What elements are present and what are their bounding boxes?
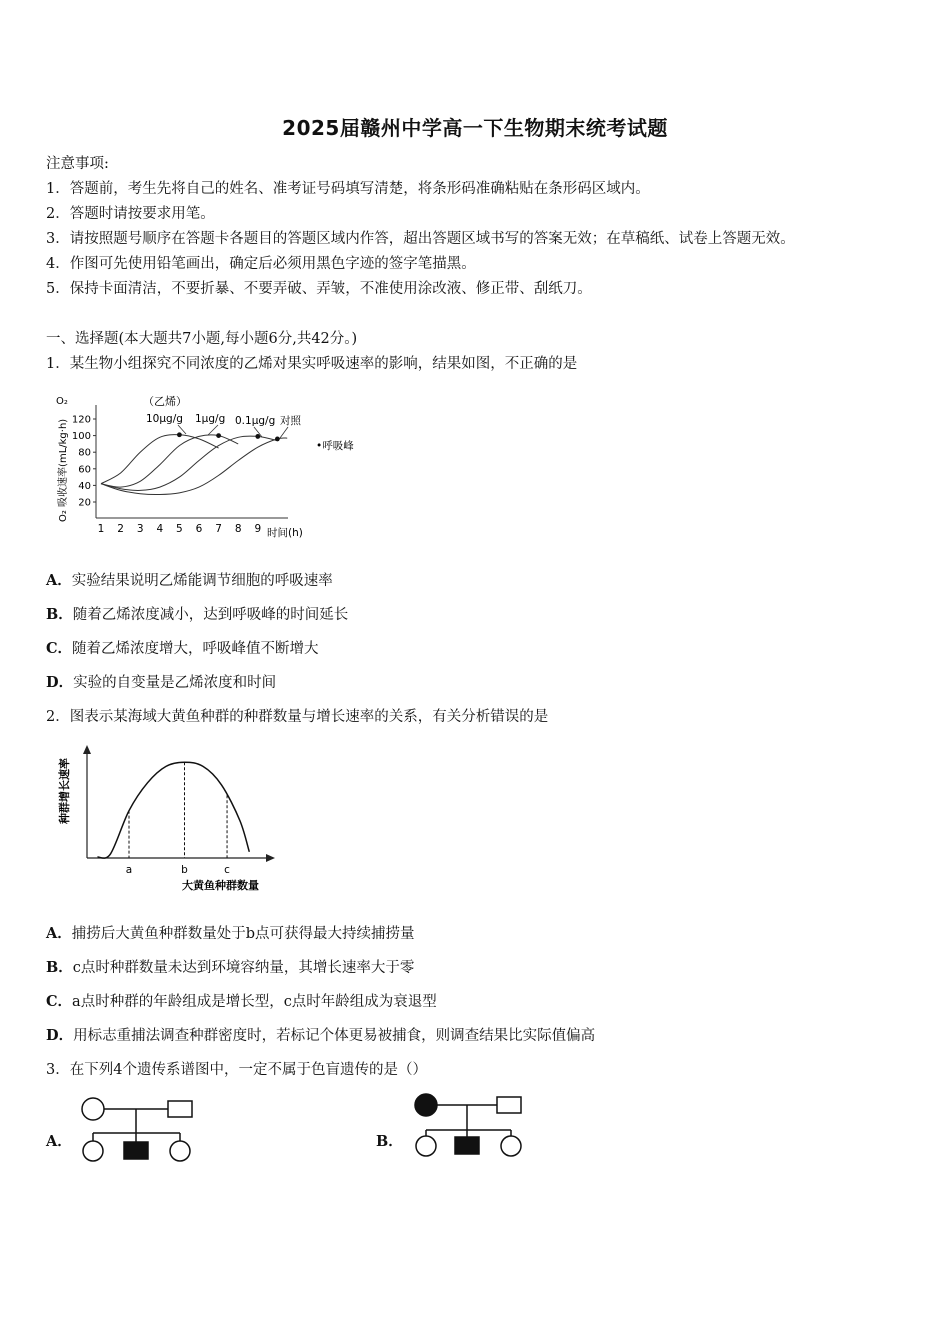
q1-y-tick-label: 40 bbox=[78, 480, 91, 492]
q3b-daughter2-symbol bbox=[501, 1136, 521, 1156]
q1-x-tick-label: 4 bbox=[156, 523, 164, 535]
q3-pedigree-a bbox=[76, 1095, 206, 1165]
q3-option-a-letter: A． bbox=[46, 1133, 72, 1150]
q1-option-a-letter: A． bbox=[46, 572, 72, 589]
q3a-mother-symbol bbox=[82, 1098, 104, 1120]
q3b-daughter-symbol bbox=[416, 1136, 436, 1156]
q1-option-c[interactable] bbox=[46, 637, 319, 658]
q2-x-tick-label-c: c bbox=[224, 864, 230, 876]
q2-x-tick-label-a: a bbox=[125, 864, 133, 876]
q1-x-tick-label: 9 bbox=[254, 523, 262, 535]
q1-series-line-1 bbox=[101, 435, 238, 487]
q1-curve-label-10: 10μg/g bbox=[146, 413, 183, 425]
q1-ethylene-chart bbox=[48, 390, 388, 550]
notice-item-3: 3．请按照题号顺序在答题卡各题目的答题区域内作答，超出答题区域书写的答案无效；在草稿纸、试卷上答题无效。 bbox=[46, 231, 795, 247]
q2-option-b-text: c点时种群数量未达到环境容纳量，其增长速率大于零 bbox=[72, 960, 415, 976]
q2-option-c-text: a点时种群的年龄组成是增长型，c点时年龄组成为衰退型 bbox=[72, 994, 437, 1010]
q3b-father-symbol bbox=[497, 1097, 521, 1113]
q1-option-a[interactable] bbox=[46, 569, 333, 590]
q1-curve-label-1: 1μg/g bbox=[195, 413, 226, 425]
q1-y-tick-label: 60 bbox=[78, 464, 91, 476]
q2-y-arrow bbox=[83, 745, 91, 754]
q1-option-b-letter: B． bbox=[46, 606, 73, 623]
q1-y-tick-label: 100 bbox=[71, 431, 91, 443]
q2-growth-curve bbox=[98, 762, 250, 858]
q1-peak-point-1 bbox=[216, 433, 221, 438]
q1-pointer-control bbox=[280, 427, 288, 438]
q1-option-b-text: 随着乙烯浓度减小，达到呼吸峰的时间延长 bbox=[72, 607, 349, 623]
section-heading: 一、选择题(本大题共7小题,每小题6分,共42分。) bbox=[46, 331, 358, 347]
q1-peak-point-0 bbox=[177, 432, 182, 437]
q1-legend-peak: •呼吸峰 bbox=[316, 440, 354, 452]
q1-x-tick-label: 8 bbox=[234, 523, 242, 535]
q1-x-tick-label: 3 bbox=[136, 523, 144, 535]
q1-option-d[interactable] bbox=[46, 671, 276, 692]
q2-option-b-letter: B． bbox=[46, 959, 73, 976]
q1-stem: 1．某生物小组探究不同浓度的乙烯对果实呼吸速率的影响，结果如图，不正确的是 bbox=[46, 356, 578, 372]
q1-x-tick-label: 6 bbox=[195, 523, 203, 535]
q1-option-c-letter: C． bbox=[46, 640, 73, 657]
q1-pointer-1 bbox=[208, 425, 218, 435]
q1-series-line-2 bbox=[101, 436, 277, 490]
q2-stem: 2．图表示某海域大黄鱼种群的种群数量与增长速率的关系，有关分析错误的是 bbox=[46, 709, 549, 725]
q2-option-b[interactable] bbox=[46, 956, 414, 977]
q1-ylabel: O₂ 吸收速率(mL/kg·h) bbox=[58, 418, 69, 522]
q2-x-arrow bbox=[266, 854, 275, 862]
q3-option-b[interactable] bbox=[376, 1130, 403, 1151]
q1-x-tick-label: 7 bbox=[215, 523, 222, 535]
notice-item-4: 4．作图可先使用铅笔画出，确定后必须用黑色字迹的签字笔描黑。 bbox=[46, 256, 476, 272]
q1-chart-title: （乙烯） bbox=[143, 395, 187, 408]
q1-xlabel: 时间(h) bbox=[267, 527, 303, 539]
q3a-daughter-symbol bbox=[83, 1141, 103, 1161]
q3-pedigree-b bbox=[408, 1092, 538, 1162]
q2-option-d-text: 用标志重捕法调查种群密度时，若标记个体更易被捕食，则调查结果比实际值偏高 bbox=[73, 1028, 596, 1044]
notice-item-2: 2．答题时请按要求用笔。 bbox=[46, 206, 215, 222]
q1-x-tick-label: 1 bbox=[97, 523, 105, 535]
q3b-affected-mother-symbol bbox=[415, 1094, 437, 1116]
q2-xlabel: 大黄鱼种群数量 bbox=[182, 879, 259, 892]
q1-option-a-text: 实验结果说明乙烯能调节细胞的呼吸速率 bbox=[71, 573, 333, 589]
q2-x-tick-label-b: b bbox=[181, 864, 188, 876]
q1-x-tick-label: 2 bbox=[117, 523, 124, 535]
q1-option-c-text: 随着乙烯浓度增大，呼吸峰值不断增大 bbox=[72, 641, 319, 657]
q2-growth-rate-chart bbox=[52, 740, 292, 900]
q3a-father-symbol bbox=[168, 1101, 192, 1117]
notice-item-5: 5．保持卡面清洁，不要折暴、不要弄破、弄皱，不准使用涂改液、修正带、刮纸刀。 bbox=[46, 281, 592, 297]
q1-y-tick-label: 120 bbox=[71, 414, 91, 426]
q2-option-a-letter: A． bbox=[46, 925, 72, 942]
q2-option-a[interactable] bbox=[46, 922, 415, 943]
q2-option-c[interactable] bbox=[46, 990, 437, 1011]
q1-peak-point-3 bbox=[275, 437, 280, 442]
q1-x-tick-label: 5 bbox=[176, 523, 183, 535]
q3b-affected-son-symbol bbox=[455, 1137, 479, 1154]
q3a-affected-son-symbol bbox=[124, 1142, 148, 1159]
q3a-daughter2-symbol bbox=[170, 1141, 190, 1161]
q1-curve-label-01: 0.1μg/g bbox=[235, 415, 276, 427]
q2-option-d[interactable] bbox=[46, 1024, 595, 1045]
q2-ylabel: 种群增长速率 bbox=[58, 758, 71, 824]
q1-peak-point-2 bbox=[255, 434, 260, 439]
q3-option-a[interactable] bbox=[46, 1130, 72, 1151]
q1-y-tick-label: 20 bbox=[78, 497, 91, 509]
notice-heading: 注意事项: bbox=[46, 156, 109, 172]
q3-option-b-letter: B． bbox=[376, 1133, 403, 1150]
q1-curve-label-control: 对照 bbox=[280, 415, 301, 427]
q2-option-c-letter: C． bbox=[46, 993, 73, 1010]
q1-option-d-text: 实验的自变量是乙烯浓度和时间 bbox=[73, 675, 277, 691]
notice-item-1: 1．答题前，考生先将自己的姓名、准考证号码填写清楚，将条形码准确粘贴在条形码区域内。 bbox=[46, 181, 650, 197]
q1-y-unit-o2: O₂ bbox=[56, 396, 68, 407]
q1-option-b[interactable] bbox=[46, 603, 348, 624]
page-title: 2025届赣州中学高一下生物期末统考试题 bbox=[282, 116, 668, 140]
q1-option-d-letter: D． bbox=[46, 674, 74, 691]
q1-y-tick-label: 80 bbox=[78, 447, 91, 459]
q2-option-a-text: 捕捞后大黄鱼种群数量处于b点可获得最大持续捕捞量 bbox=[71, 926, 415, 942]
q2-option-d-letter: D． bbox=[46, 1027, 74, 1044]
q3-stem: 3．在下列4个遗传系谱图中，一定不属于色盲遗传的是（） bbox=[46, 1062, 427, 1078]
